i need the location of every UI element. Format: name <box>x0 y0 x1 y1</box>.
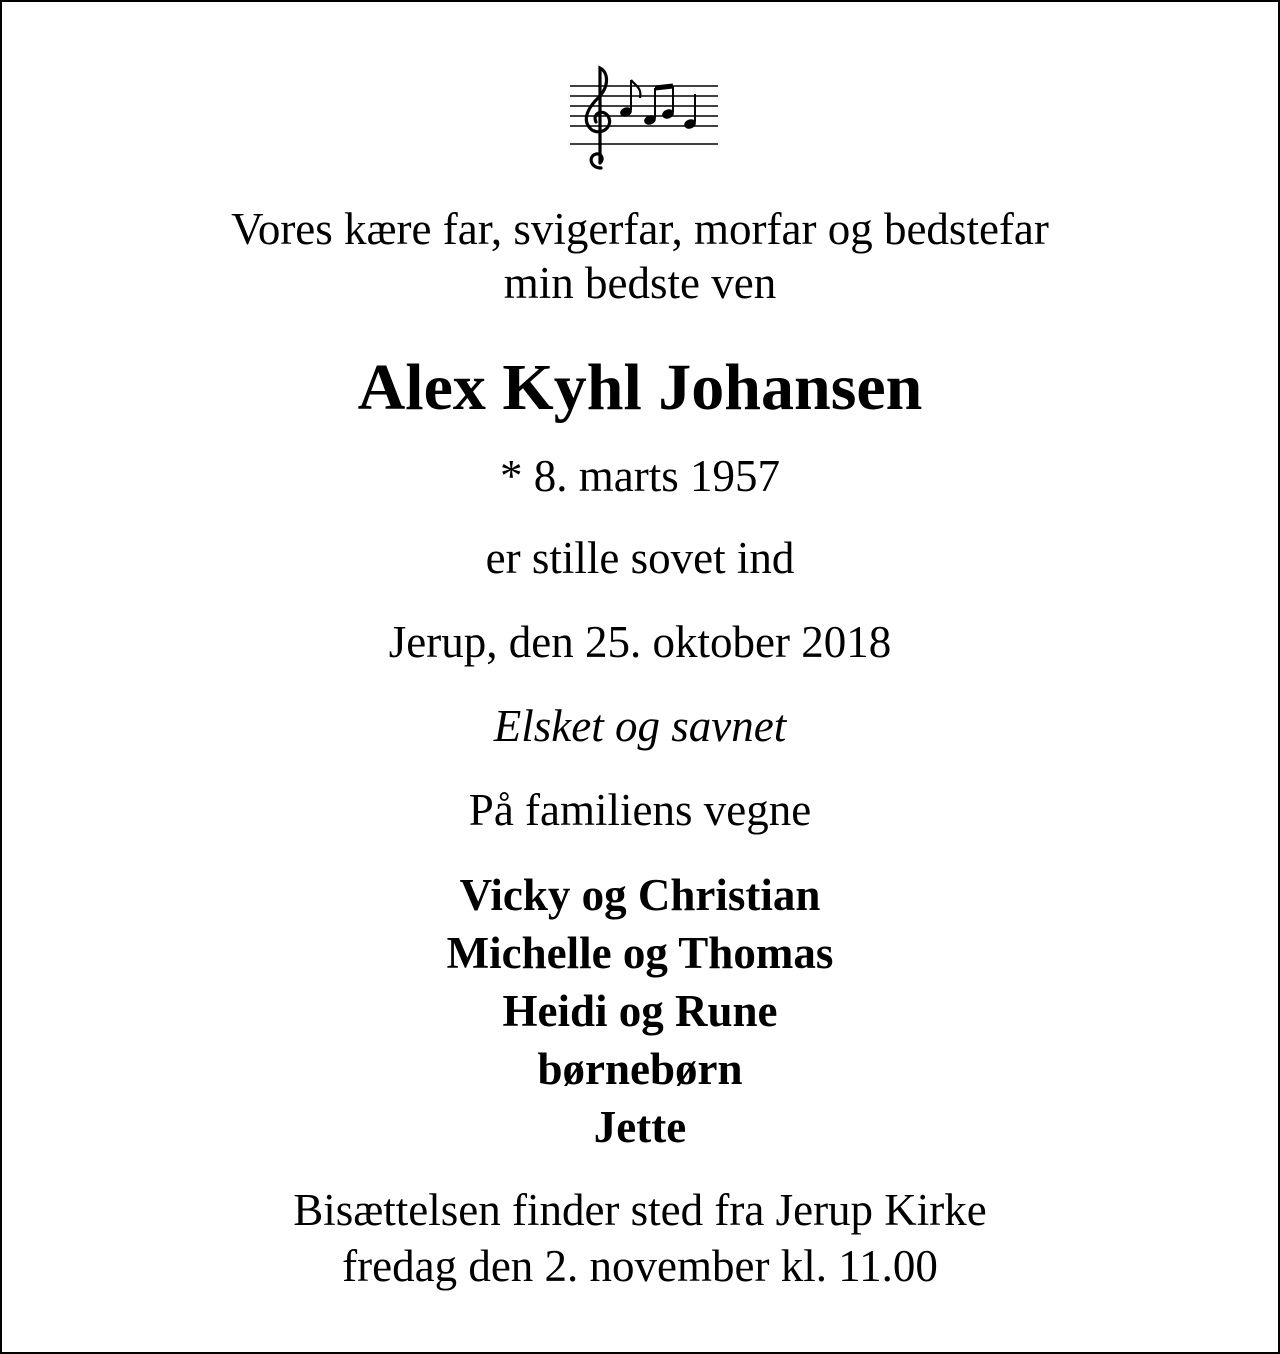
family-member: Jette <box>593 1102 687 1152</box>
intro-line-2: min bedste ven <box>503 258 777 308</box>
music-notes-icon <box>568 64 720 172</box>
service-line-2: fredag den 2. november kl. 11.00 <box>342 1241 938 1291</box>
deceased-name: Alex Kyhl Johansen <box>357 351 923 424</box>
family-member: Heidi og Rune <box>502 986 778 1036</box>
family-member: Michelle og Thomas <box>446 928 834 978</box>
family-member: børnebørn <box>537 1044 743 1094</box>
passed-text: er stille sovet ind <box>485 533 795 583</box>
intro-line-1: Vores kære far, svigerfar, morfar og bedstefar <box>231 204 1049 254</box>
intro-text <box>2 202 1278 310</box>
loved-text: Elsket og savnet <box>493 701 787 751</box>
service-line-1: Bisættelsen finder sted fra Jerup Kirke <box>293 1185 987 1235</box>
on-behalf-text: På familiens vegne <box>468 785 812 835</box>
birth-date: * 8. marts 1957 <box>500 451 780 501</box>
place-and-date: Jerup, den 25. oktober 2018 <box>388 617 892 667</box>
family-member: Vicky og Christian <box>459 870 821 920</box>
family-list <box>2 866 1278 1156</box>
service-info <box>2 1182 1278 1294</box>
